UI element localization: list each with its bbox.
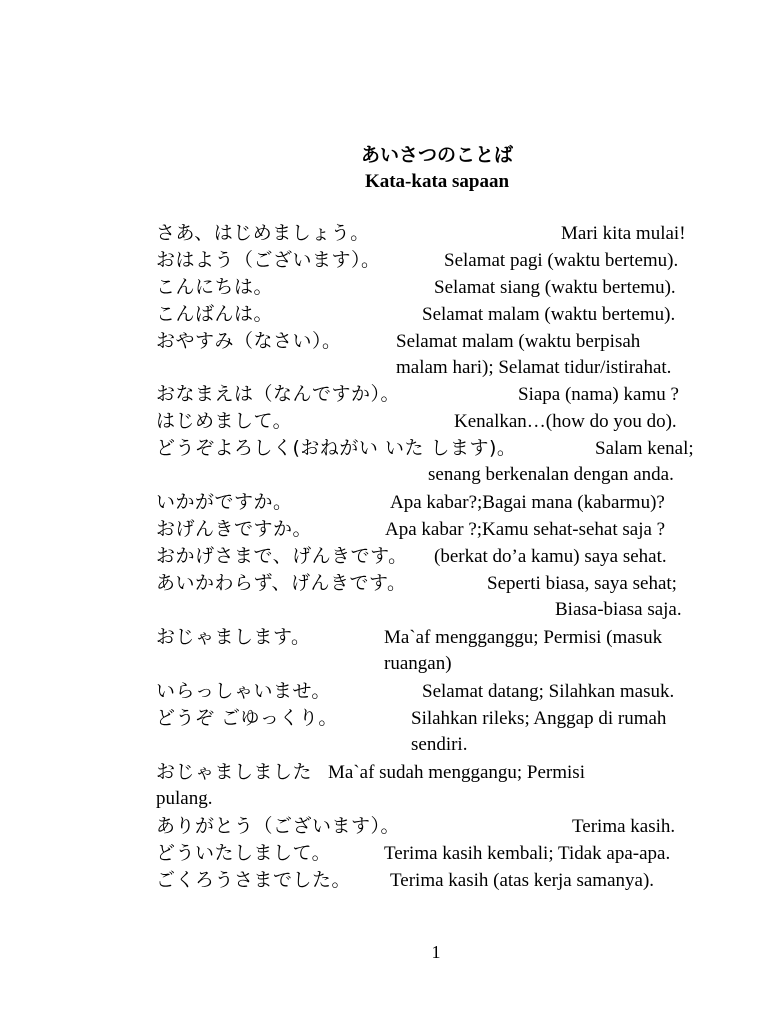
entry-translation-continued: senang berkenalan dengan anda. bbox=[428, 464, 674, 485]
entry-translation: Selamat siang (waktu bertemu). bbox=[434, 277, 676, 298]
entry-translation: Terima kasih. bbox=[572, 816, 676, 837]
entry-translation: Selamat datang; Silahkan masuk. bbox=[422, 681, 675, 702]
entry-translation: Selamat malam (waktu berpisah bbox=[396, 331, 641, 352]
entry-japanese: おなまえは（なんですか）。 bbox=[156, 383, 401, 405]
entry-japanese: さあ、はじめましょう。 bbox=[156, 222, 370, 244]
entry-japanese: あいかわらず、げんきです。 bbox=[156, 572, 407, 594]
entry-japanese: おかげさまで、げんきです。 bbox=[156, 545, 408, 567]
page-number: 1 bbox=[431, 942, 441, 962]
entry-translation-continued: Biasa-biasa saja. bbox=[555, 599, 682, 620]
entry-translation: Selamat malam (waktu bertemu). bbox=[422, 304, 676, 325]
entry-japanese: どうぞ ごゆっくり。 bbox=[156, 707, 338, 729]
entry-translation: Seperti biasa, saya sehat; bbox=[487, 573, 677, 594]
entry-translation: Apa kabar?;Bagai mana (kabarmu)? bbox=[390, 492, 665, 513]
entry-translation-continued: pulang. bbox=[156, 788, 213, 809]
entry-translation: Salam kenal; bbox=[595, 438, 694, 459]
entry-translation: Silahkan rileks; Anggap di rumah bbox=[411, 708, 667, 729]
entry-translation: Ma`af sudah menggangu; Permisi bbox=[328, 762, 585, 783]
entry-japanese: おじゃまします。 bbox=[156, 626, 311, 648]
entry-japanese: ありがとう（ございます）。 bbox=[156, 815, 401, 837]
entry-translation: Mari kita mulai! bbox=[561, 223, 686, 244]
entry-translation: Ma`af mengganggu; Permisi (masuk bbox=[384, 627, 663, 648]
entry-translation: Terima kasih (atas kerja samanya). bbox=[390, 870, 655, 891]
entry-japanese: どうぞよろしく(おねがい いた します)。 bbox=[156, 437, 517, 459]
entry-translation-continued: ruangan) bbox=[384, 653, 452, 674]
entry-translation-continued: malam hari); Selamat tidur/istirahat. bbox=[396, 357, 672, 378]
entry-japanese: こんにちは。 bbox=[156, 276, 274, 298]
entry-japanese: おやすみ（なさい）。 bbox=[156, 330, 342, 352]
entry-japanese: どういたしまして。 bbox=[156, 842, 332, 864]
entry-japanese: はじめまして。 bbox=[156, 410, 293, 432]
entry-translation: Siapa (nama) kamu ? bbox=[518, 384, 679, 405]
page-title-japanese: あいさつのことば bbox=[360, 144, 513, 166]
entry-translation: Kenalkan…(how do you do). bbox=[454, 411, 677, 432]
entry-japanese: おじゃましました bbox=[156, 761, 313, 783]
page-title-indonesian: Kata-kata sapaan bbox=[364, 171, 510, 192]
entry-translation: Terima kasih kembali; Tidak apa-apa. bbox=[384, 843, 671, 864]
entry-japanese: おはよう（ございます）。 bbox=[156, 249, 381, 271]
entry-translation: Apa kabar ?;Kamu sehat-sehat saja ? bbox=[385, 519, 666, 540]
entry-translation: (berkat do’a kamu) saya sehat. bbox=[434, 546, 667, 567]
entry-japanese: いかがですか。 bbox=[156, 491, 293, 513]
entry-translation-continued: sendiri. bbox=[411, 734, 468, 755]
entry-japanese: いらっしゃいませ。 bbox=[156, 680, 331, 702]
entry-japanese: ごくろうさまでした。 bbox=[156, 869, 352, 891]
entry-japanese: こんばんは。 bbox=[156, 303, 274, 325]
entry-japanese: おげんきですか。 bbox=[156, 518, 313, 540]
entry-translation: Selamat pagi (waktu bertemu). bbox=[444, 250, 679, 271]
